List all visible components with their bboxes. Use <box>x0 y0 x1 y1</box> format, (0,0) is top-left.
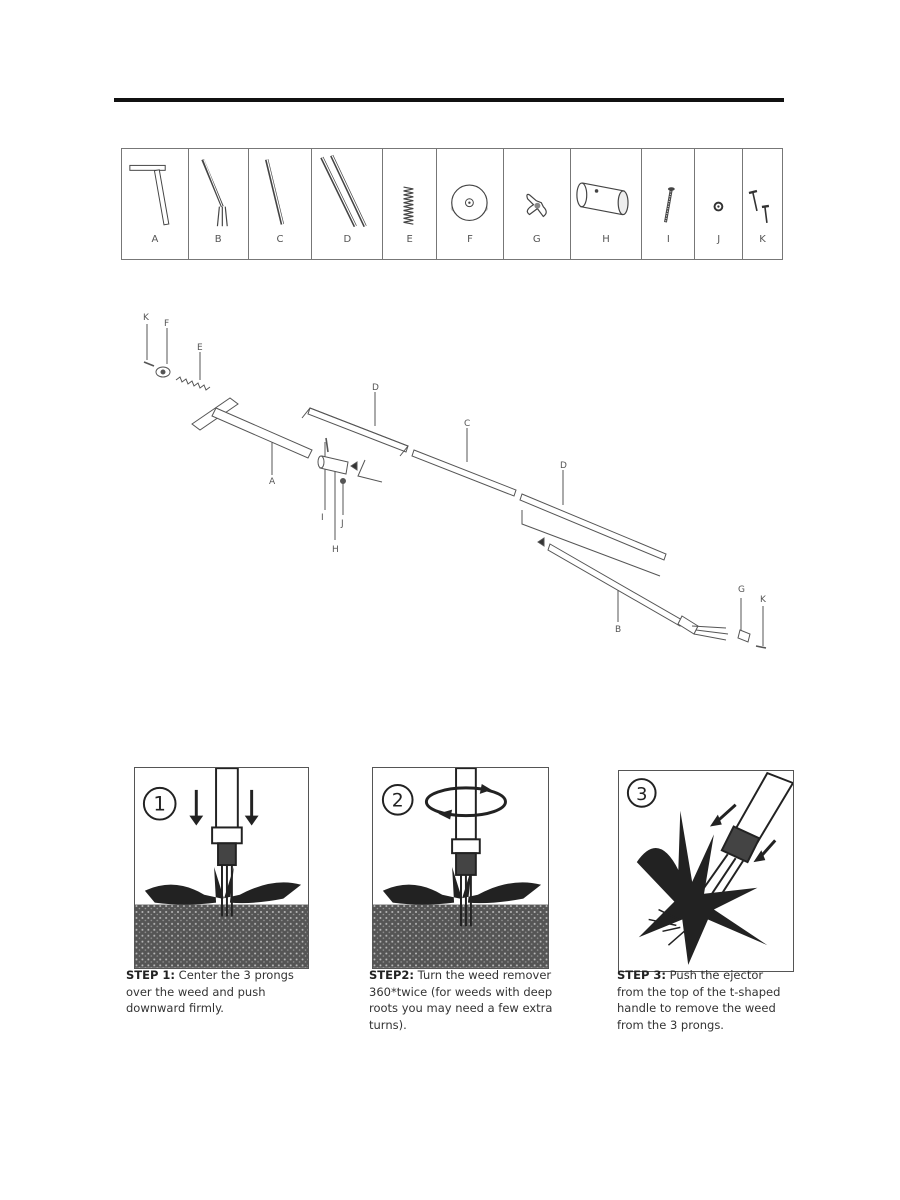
middle-shaft-icon <box>249 149 312 227</box>
prong-shaft-icon <box>189 149 248 227</box>
label-b: B <box>615 625 622 635</box>
label-g: G <box>738 585 745 595</box>
step-description: Turn the weed remover 360*twice (for weeds with deep roots you may need a few extra turns). <box>369 968 553 1032</box>
disc-icon <box>437 149 503 227</box>
step-description: Center the 3 prongs over the weed and push downward firmly. <box>126 968 294 1015</box>
shaft-pair-icon <box>312 149 382 227</box>
tool-shaft <box>216 768 238 827</box>
t-handle-shaft <box>212 408 312 458</box>
part-cell-c <box>249 149 313 259</box>
step-1-illustration <box>134 767 309 969</box>
coupler-end <box>318 456 324 468</box>
step-3-text <box>617 967 789 1033</box>
screw-part <box>756 646 766 648</box>
step-1-text <box>126 967 316 1017</box>
part-label: D <box>343 234 352 245</box>
part-label: E <box>406 234 413 245</box>
arrow-head <box>351 462 357 470</box>
step-title: STEP2: <box>369 968 415 982</box>
step-3-illustration <box>618 770 794 972</box>
parts-table <box>121 148 783 260</box>
label-h: H <box>332 545 339 555</box>
step-number: 1 <box>153 792 167 816</box>
exploded-assembly-diagram <box>130 300 780 660</box>
tool-collar <box>452 839 480 853</box>
label-k: K <box>143 313 149 323</box>
nut-icon <box>695 149 742 227</box>
weed <box>145 867 301 905</box>
coupler-icon <box>571 149 642 227</box>
arrow-head <box>538 538 544 546</box>
label-f: F <box>164 319 170 329</box>
part-label: A <box>151 234 159 245</box>
step-title: STEP 3: <box>617 968 667 982</box>
tool-collar <box>212 827 242 843</box>
screw-part <box>144 362 154 366</box>
part-cell-b <box>189 149 249 259</box>
part-cell-f <box>437 149 504 259</box>
shaft-d-lower <box>520 494 666 560</box>
part-cell-h <box>571 149 643 259</box>
prong <box>712 858 736 894</box>
part-label: I <box>666 234 670 245</box>
step-number: 2 <box>391 790 404 812</box>
part-label: G <box>532 234 541 245</box>
label-d: D <box>372 383 379 393</box>
step-3-graphic <box>619 771 793 971</box>
prong <box>696 630 728 634</box>
part-label: B <box>214 234 222 245</box>
part-label: C <box>276 234 284 245</box>
wing-nut-icon <box>504 149 570 227</box>
part-cell-k <box>743 149 782 259</box>
label-c: C <box>464 419 471 429</box>
part-label: J <box>717 234 721 245</box>
label-a: A <box>269 477 276 487</box>
part-cell-a <box>122 149 189 259</box>
part-cell-g <box>504 149 571 259</box>
tool-shaft <box>456 768 476 839</box>
part-cell-d <box>312 149 383 259</box>
down-arrow-icon <box>245 816 259 826</box>
down-arrow-icon <box>189 816 203 826</box>
part-cell-i <box>642 149 695 259</box>
label-i: I <box>321 513 324 523</box>
spring-part <box>176 377 210 390</box>
arrow-guide <box>358 460 382 482</box>
label-k: K <box>760 595 766 605</box>
bolt-part <box>326 438 328 452</box>
prong-collar <box>678 616 698 634</box>
label-j: J <box>341 519 344 529</box>
nut-part <box>341 479 346 484</box>
tool-head <box>218 843 236 865</box>
bolt-icon <box>642 149 694 227</box>
part-label: K <box>759 234 766 245</box>
step-2-graphic <box>373 768 548 968</box>
step-title: STEP 1: <box>126 968 176 982</box>
part-label: H <box>602 234 610 245</box>
part-label: F <box>467 234 473 245</box>
label-d: D <box>560 461 567 471</box>
tool-head <box>456 853 476 875</box>
prong <box>722 860 744 894</box>
wing-nut-part <box>738 630 750 642</box>
shaft-d-upper <box>308 408 408 452</box>
t-handle-icon <box>122 149 188 227</box>
disc-hole <box>161 370 165 374</box>
header-rule <box>114 98 784 102</box>
rotate-arrow-icon <box>480 784 492 794</box>
step-2-text <box>369 967 559 1033</box>
step-description: Push the ejector from the top of the t-shaped handle to remove the weed from the 3 prongs. <box>617 968 781 1032</box>
step-1-graphic <box>135 768 308 968</box>
shaft-c <box>412 450 516 496</box>
spring-icon <box>383 149 436 227</box>
part-cell-j <box>695 149 743 259</box>
coupler-part <box>320 456 348 474</box>
step-number: 3 <box>636 783 648 805</box>
label-e: E <box>197 343 203 353</box>
push-arrow-icon <box>710 815 722 827</box>
prong <box>694 634 726 640</box>
part-cell-e <box>383 149 437 259</box>
step-2-illustration <box>372 767 549 969</box>
screws-icon <box>743 149 782 227</box>
